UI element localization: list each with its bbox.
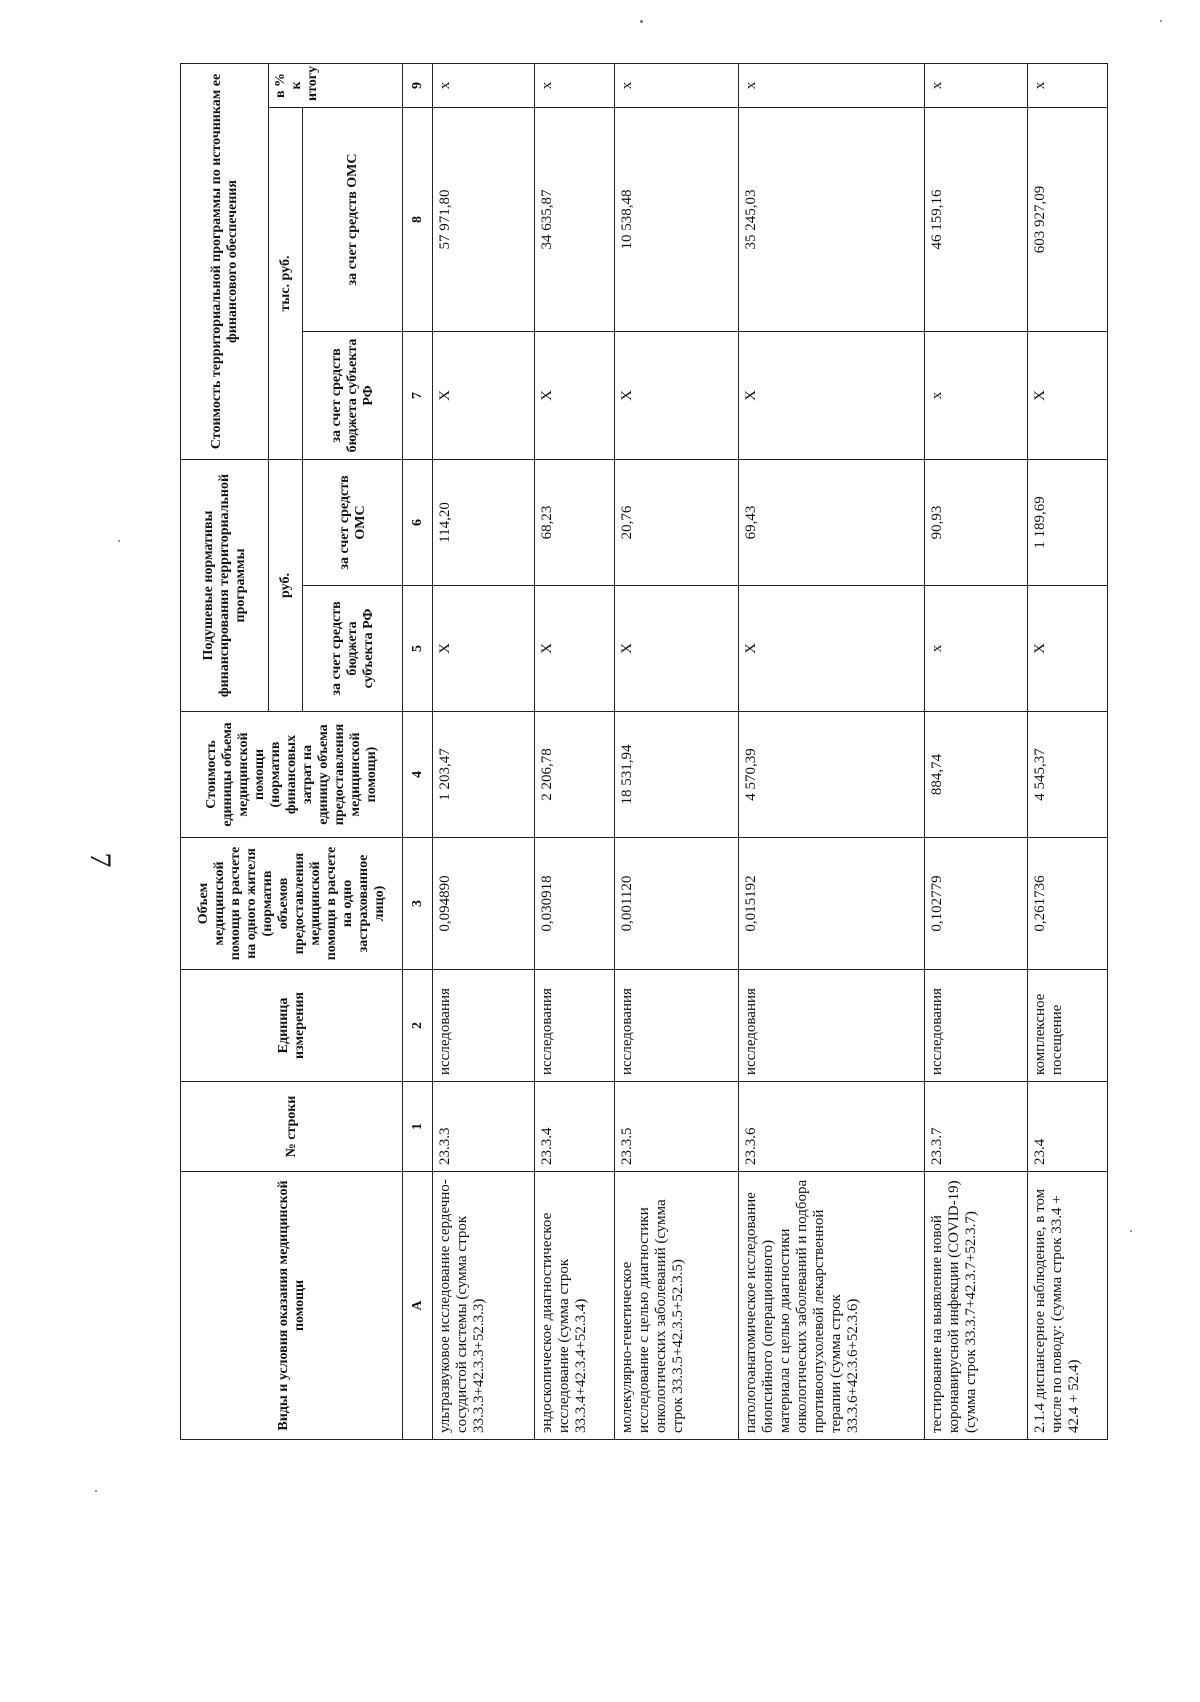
cell-cost: 2 206,78: [535, 712, 615, 838]
col-number: 2: [403, 970, 433, 1082]
financing-table: [180, 63, 1108, 1440]
cell-unit: исследования: [535, 970, 615, 1082]
scan-speck: [1130, 1230, 1132, 1232]
header-percap-group: Подушевые нормативы финансирования территориальной программы: [181, 460, 269, 712]
cell-kind: патологоанатомическое исследование биопсийного (операционного) материала с целью диагностики онкологических заболеваний и подбора противоопухолевой лекарственной терапии (сумма строк 33.3.6+42.3.6+52.3.6): [739, 1172, 924, 1440]
cell-cost: 4 545,37: [1028, 712, 1108, 838]
table-row: [433, 63, 535, 1439]
cell-kind: эндоскопическое диагностическое исследование (сумма строк 33.3.4+42.3.4+52.3.4): [535, 1172, 615, 1440]
cell-percent: x: [739, 63, 924, 107]
cell-unit: исследования: [433, 970, 535, 1082]
cell-budget-total: X: [615, 332, 739, 460]
cell-budget-percap: x: [924, 586, 1028, 712]
cell-row-no: 23.3.7: [924, 1082, 1028, 1172]
scan-speck: [1160, 20, 1162, 22]
cell-kind: 2.1.4 диспансерное наблюдение, в том числе по поводу: (сумма строк 33.4 + 42.4 + 52.4): [1028, 1172, 1108, 1440]
cell-kind: ультразвуковое исследование сердечно-сосудистой системы (сумма строк 33.3.3+42.3.3+52.3.3): [433, 1172, 535, 1440]
header-unit: Единица измерения: [181, 970, 403, 1082]
financing-table-wrapper: [180, 64, 1108, 1440]
cell-cost: 4 570,39: [739, 712, 924, 838]
cell-cost: 884,74: [924, 712, 1028, 838]
cell-unit: комплексное посещение: [1028, 970, 1108, 1082]
header-oms-b: за счет средств ОМС: [303, 108, 403, 332]
cell-budget-percap: X: [433, 586, 535, 712]
header-territory-group: Стоимость территориальной программы по источникам ее финансового обеспечения: [181, 63, 269, 459]
col-number: 3: [403, 838, 433, 970]
cell-unit: исследования: [924, 970, 1028, 1082]
cell-budget-percap: X: [739, 586, 924, 712]
cell-oms-percap: 68,23: [535, 460, 615, 586]
cell-row-no: 23.3.4: [535, 1082, 615, 1172]
cell-budget-total: X: [739, 332, 924, 460]
cell-percent: x: [615, 63, 739, 107]
cell-budget-total: X: [535, 332, 615, 460]
table-row: [924, 63, 1028, 1439]
scan-speck: [640, 20, 643, 23]
cell-oms-total: 57 971,80: [433, 108, 535, 332]
table-row: [1028, 63, 1108, 1439]
cell-kind: молекулярно-генетическое исследование с целью диагностики онкологических заболеваний (сумма строк 33.3.5+42.3.5+52.3.5): [615, 1172, 739, 1440]
cell-cost: 1 203,47: [433, 712, 535, 838]
cell-volume: 0,015192: [739, 838, 924, 970]
cell-oms-percap: 69,43: [739, 460, 924, 586]
cell-volume: 0,261736: [1028, 838, 1108, 970]
cell-cost: 18 531,94: [615, 712, 739, 838]
cell-row-no: 23.3.3: [433, 1082, 535, 1172]
cell-row-no: 23.3.6: [739, 1082, 924, 1172]
cell-kind: тестирование на выявление новой коронавирусной инфекции (COVID-19) (сумма строк 33.3.7+42.3.7+52.3.7): [924, 1172, 1028, 1440]
table-row: [535, 63, 615, 1439]
cell-volume: 0,001120: [615, 838, 739, 970]
header-volume: Объем медицинской помощи в расчете на одного жителя (норматив объемов предоставления медицинской помощи в расчете на одно застрахованное лицо): [181, 838, 403, 970]
table-row: [739, 63, 924, 1439]
cell-oms-percap: 20,76: [615, 460, 739, 586]
cell-percent: x: [924, 63, 1028, 107]
cell-row-no: 23.4: [1028, 1082, 1108, 1172]
cell-percent: x: [535, 63, 615, 107]
cell-oms-total: 34 635,87: [535, 108, 615, 332]
header-percap-unit: руб.: [269, 460, 303, 712]
col-number: 9: [403, 63, 433, 107]
col-number: 1: [403, 1082, 433, 1172]
header-budget-rf-b: за счет средств бюджета субъекта РФ: [303, 332, 403, 460]
cell-budget-total: X: [433, 332, 535, 460]
header-oms-a: за счет средств ОМС: [303, 460, 403, 586]
col-number: 4: [403, 712, 433, 838]
cell-oms-total: 35 245,03: [739, 108, 924, 332]
page-number: 7: [84, 852, 117, 868]
cell-budget-total: X: [1028, 332, 1108, 460]
cell-volume: 0,030918: [535, 838, 615, 970]
col-number: 5: [403, 586, 433, 712]
cell-oms-total: 10 538,48: [615, 108, 739, 332]
table-row: [615, 63, 739, 1439]
scan-speck: [95, 1490, 97, 1492]
header-budget-rf-a: за счет средств бюджета субъекта РФ: [303, 586, 403, 712]
cell-oms-percap: 114,20: [433, 460, 535, 586]
col-number: А: [403, 1172, 433, 1440]
cell-oms-percap: 1 189,69: [1028, 460, 1108, 586]
header-row-no: № строки: [181, 1082, 403, 1172]
col-number: 6: [403, 460, 433, 586]
cell-oms-total: 46 159,16: [924, 108, 1028, 332]
header-cost: Стоимость единицы объема медицинской помощи (норматив финансовых затрат на единицу объема предоставления медицинской помощи): [181, 712, 403, 838]
scan-speck: [118, 540, 120, 542]
cell-budget-total: x: [924, 332, 1028, 460]
cell-budget-percap: X: [535, 586, 615, 712]
cell-budget-percap: X: [1028, 586, 1108, 712]
cell-volume: 0,102779: [924, 838, 1028, 970]
column-number-row: [403, 63, 433, 1439]
header-percent-total: в % к итогу: [269, 63, 403, 107]
cell-budget-percap: X: [615, 586, 739, 712]
cell-percent: x: [433, 63, 535, 107]
cell-volume: 0,094890: [433, 838, 535, 970]
cell-row-no: 23.3.5: [615, 1082, 739, 1172]
header-kind: Виды и условия оказания медицинской помощи: [181, 1172, 403, 1440]
cell-percent: x: [1028, 63, 1108, 107]
cell-unit: исследования: [615, 970, 739, 1082]
col-number: 8: [403, 108, 433, 332]
col-number: 7: [403, 332, 433, 460]
cell-oms-total: 603 927,09: [1028, 108, 1108, 332]
header-territory-unit: тыс. руб.: [269, 108, 303, 460]
cell-oms-percap: 90,93: [924, 460, 1028, 586]
cell-unit: исследования: [739, 970, 924, 1082]
